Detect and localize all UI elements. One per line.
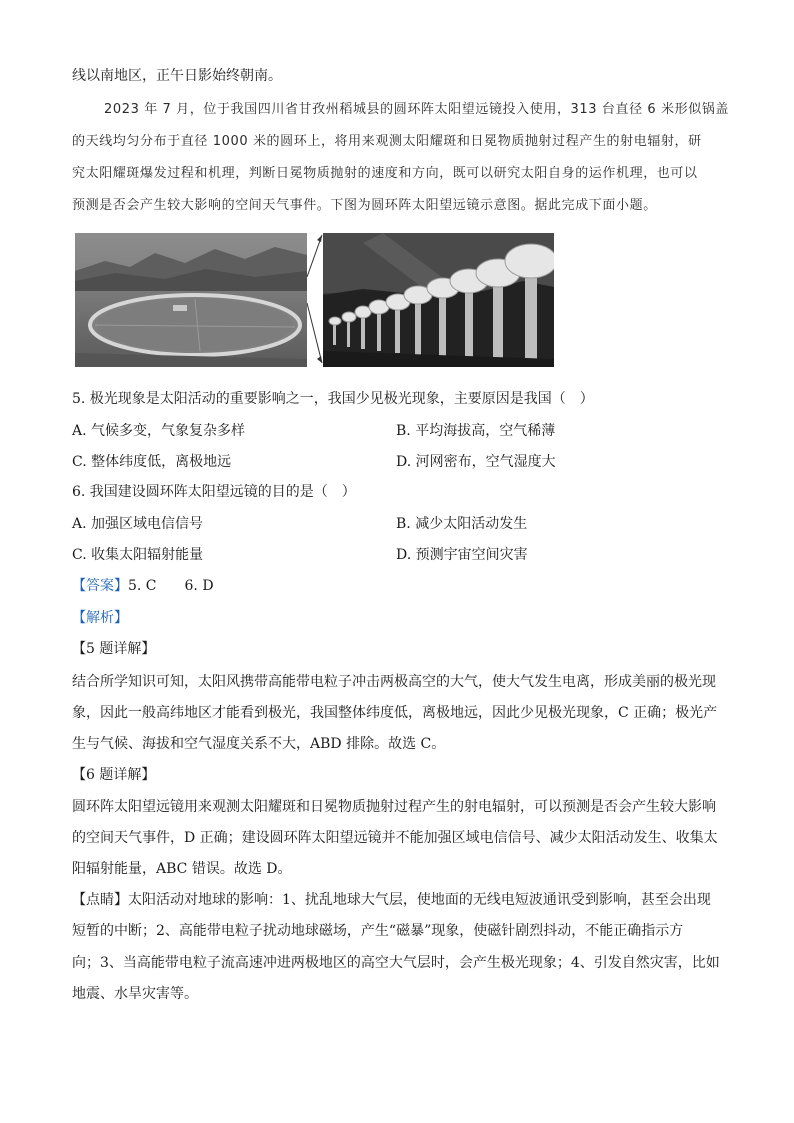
tip-label: 【点睛】: [72, 892, 128, 908]
tip-line-3: 向；3、当高能带电粒子流高速冲进两极地区的高空大气层时，会产生极光现象；4、引发自然灾害，比如: [72, 955, 720, 971]
q5-option-b: B. 平均海拔高，空气稀薄: [396, 423, 556, 439]
q5-option-c: C. 整体纬度低，离极地远: [72, 454, 232, 470]
q6-option-b: B. 减少太阳活动发生: [396, 516, 528, 532]
material-line-4: 预测是否会产生较大影响的空间天气事件。下图为圆环阵太阳望远镜示意图。据此完成下面小题。: [72, 198, 657, 213]
q5-option-d: D. 河网密布，空气湿度大: [396, 454, 556, 470]
tip-line-2: 短暂的中断；2、高能带电粒子扰动地球磁场，产生“磁暴”现象，使磁针剧烈抖动，不能正确指示方: [72, 923, 684, 939]
previous-answer-tail: 线以南地区，正午日影始终朝南。: [72, 68, 282, 84]
tip-row: [72, 890, 711, 910]
detail-6-line-3: 阳辐射能量，ABC 错误。故选 D。: [72, 861, 292, 877]
detail-5-line-2: 象，因此一般高纬地区才能看到极光，我国整体纬度低，离极地远，因此少见极光现象，C 正确；极光产: [72, 705, 718, 721]
question-6-stem: 6. 我国建设圆环阵太阳望远镜的目的是（ ）: [72, 484, 356, 500]
answer-label: 【答案】: [72, 578, 128, 594]
question-5-stem: 5. 极光现象是太阳活动的重要影响之一，我国少见极光现象，主要原因是我国（ ）: [72, 391, 594, 407]
material-line-1: 2023 年 7 月，位于我国四川省甘孜州稻城县的圆环阵太阳望远镜投入使用，313 台直径 6 米形似锅盖: [104, 102, 730, 117]
detail-6-line-1: 圆环阵太阳望远镜用来观测太阳耀斑和日冕物质抛射过程产生的射电辐射，可以预测是否会产生较大影响: [72, 799, 716, 815]
detail-6-label: 【6 题详解】: [72, 767, 156, 783]
aerial-ring-array-photo: [75, 233, 307, 367]
detail-5-line-3: 生与气候、海拔和空气湿度关系不大，ABD 排除。故选 C。: [72, 736, 446, 752]
answer-text: 5. C 6. D: [128, 578, 214, 594]
q6-option-c: C. 收集太阳辐射能量: [72, 547, 204, 563]
tip-line-4: 地震、水旱灾害等。: [72, 986, 198, 1002]
answer-row: [72, 576, 214, 596]
material-line-2: 的天线均匀分布于直径 1000 米的圆环上，将用来观测太阳耀斑和日冕物质抛射过程产生的射电辐射，研: [72, 134, 702, 149]
detail-6-line-2: 的空间天气事件，D 正确；建设圆环阵太阳望远镜并不能加强区域电信信号、减少太阳活动发生、收集太: [72, 830, 718, 846]
detail-5-label: 【5 题详解】: [72, 641, 156, 657]
analysis-label: 【解析】: [72, 610, 128, 626]
connector-arrows: [307, 233, 323, 367]
q6-option-d: D. 预测宇宙空间灾害: [396, 547, 528, 563]
material-line-3: 究太阳耀斑爆发过程和机理，判断日冕物质抛射的速度和方向，既可以研究太阳自身的运作机理，也可以: [72, 166, 698, 181]
detail-5-line-1: 结合所学知识可知，太阳风携带高能带电粒子冲击两极高空的大气，使大气发生电离，形成美丽的极光现: [72, 674, 716, 690]
telescope-figure: [75, 233, 555, 367]
q5-option-a: A. 气候多变，气象复杂多样: [72, 423, 246, 439]
tip-line-1: 太阳活动对地球的影响：1、扰乱地球大气层，使地面的无线电短波通讯受到影响，甚至会出现: [128, 892, 711, 908]
q6-option-a: A. 加强区域电信信号: [72, 516, 204, 532]
antenna-dishes-night-photo: [323, 233, 554, 367]
